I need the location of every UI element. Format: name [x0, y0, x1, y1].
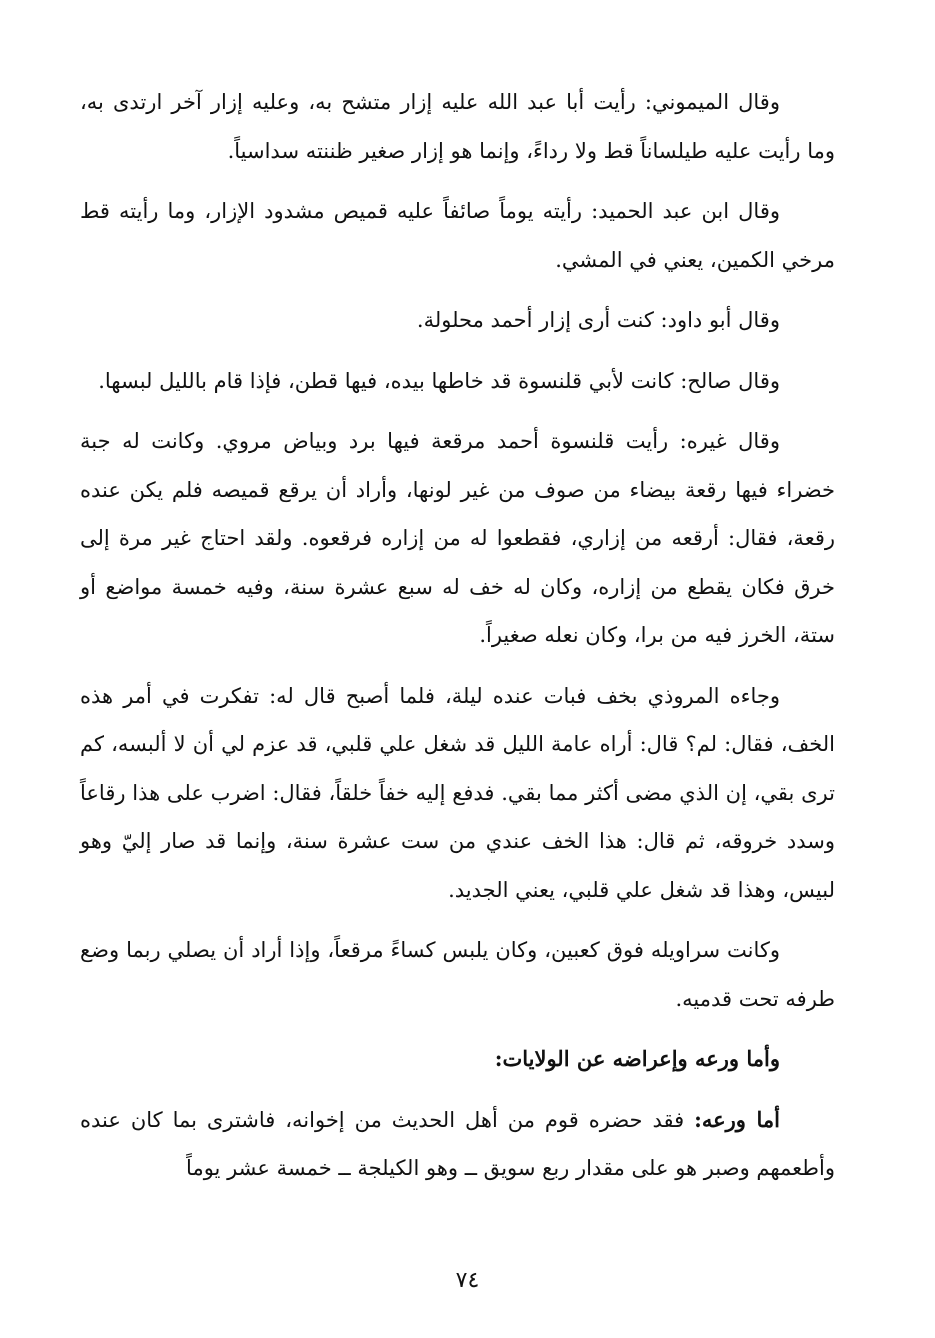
- paragraph-sarawil: وكانت سراويله فوق كعبين، وكان يلبس كساءً مرقعاً، وإذا أراد أن يصلي ربما وضع طرفه تحت قدميه.: [80, 938, 835, 1011]
- paragraph-abu-dawud: وقال أبو داود: كنت أرى إزار أحمد محلولة.: [416, 308, 780, 332]
- paragraph-ibn-abd-al-hamid: وقال ابن عبد الحميد: رأيته يوماً صائفاً عليه قميص مشدود الإزار، وما رأيته قط مرخي الكمين، يعني في المشي.: [80, 199, 835, 272]
- paragraph-salih: وقال صالح: كانت لأبي قلنسوة قد خاطها بيده، فيها قطن، فإذا قام بالليل لبسها.: [98, 368, 780, 393]
- paragraph-maymuni: وقال الميموني: رأيت أبا عبد الله عليه إزار متشح به، وعليه إزار آخر ارتدى به، وما رأيت عليه طيلساناً قط ولا رداءً، وإنما هو إزار صغير ظننته سداسياً.: [80, 90, 835, 163]
- page-number: ٧٤: [455, 1268, 480, 1293]
- page-body: [80, 78, 835, 1205]
- paragraph-body: فقد حضره قوم من أهل الحديث من إخوانه، فاشترى بما كان عنده وأطعمهم وصبر هو على مقدار ربع سويق ــ وهو الكيلجة ــ خمسة عشر يوماً: [80, 1107, 835, 1180]
- paragraph-lead: أما ورعه:: [694, 1106, 780, 1132]
- paragraph-marwazi: وجاءه المروذي بخف فبات عنده ليلة، فلما أصبح قال له: تفكرت في أمر هذه الخف، فقال: لم؟ قال: أراه عامة الليل قد شغل علي قلبي، قد عزم لي أن لا ألبسه، كم ترى بقي، إن الذي مضى أكثر مما بقي. فدفع إليه خفاً خلقاً، فقال: اضرب على هذا رقاعاً وسدد خروقه، ثم قال: هذا الخف عندي من ست عشرة سنة، وإنما قد صار إليّ وهو لبيس، وهذا قد شغل علي قلبي، يعني الجديد.: [80, 683, 835, 902]
- section-heading: وأما ورعه وإعراضه عن الولايات:: [494, 1046, 780, 1071]
- paragraph-wara: [80, 1096, 835, 1193]
- paragraph-ghayruh: وقال غيره: رأيت قلنسوة أحمد مرقعة فيها برد وبياض مروي. وكانت له جبة خضراء فيها رقعة بيضاء من صوف من غير لونها، وأراد أن يرقع قميصه فلم يكن عنده رقعة، فقال: أرقعه من إزاري، فقطعوا له من إزاره فرقعوه. ولقد احتاج غير مرة إلى خرق فكان يقطع من إزاره، وكان له خف له سبع عشرة سنة، وفيه خمسة مواضع أو ستة، الخرز فيه من برا، وكان نعله صغيراً.: [80, 429, 835, 647]
